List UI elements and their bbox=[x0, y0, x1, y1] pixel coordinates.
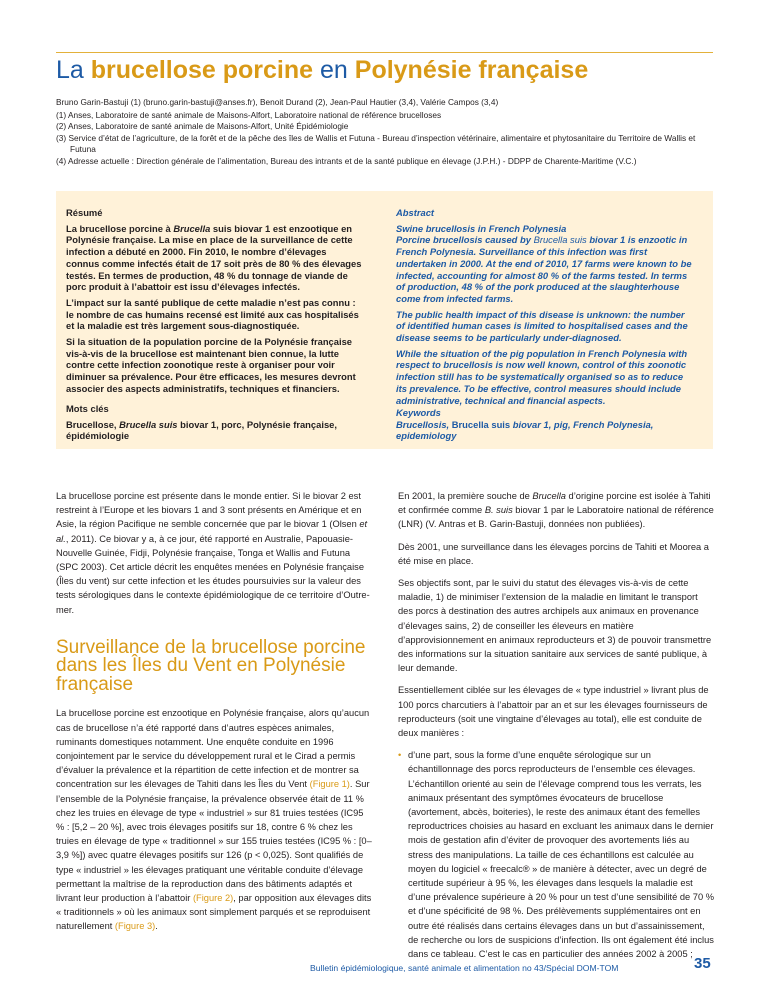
right-paragraph-2: Dès 2001, une surveillance dans les élevages porcins de Tahiti et Moorea a été mise en place. bbox=[398, 541, 709, 566]
bullet-icon: • bbox=[398, 750, 402, 761]
section-paragraph bbox=[56, 706, 372, 933]
abstract-p1-a: Porcine brucellosis caused by bbox=[396, 234, 534, 246]
s1-a: La brucellose porcine est enzootique en Polynésie française, alors qu’aucun cas de brucellose n’a été rapporté dans d’autres espèces animales, ruminants domestiques notamment. Une enquête conduite en 1996 conjointement par le service du développement rural et le Cirad a permis d’évaluer la prévalence et la répartition de cette infection et de montrer sa concentration sur les élevages de Tahiti dans les Îles du Vent bbox=[56, 708, 370, 790]
s1-c: , par opposition aux élevages dits « traditionnels » où les animaux sont simplement parqués et se reproduisent naturellement bbox=[56, 892, 372, 932]
abstract-kw-a: Brucellosis, bbox=[396, 418, 452, 430]
title-part-1: La bbox=[56, 56, 91, 84]
right-paragraph-3: Ses objectifs sont, par le suivi du statut des élevages vis-à-vis de cette maladie, 1) de minimiser l’extension de la maladie en limitant le transport des porcs à destination des autres archipels aux animaux en provenance d’élevages sains, 2) de conseiller les éleveurs en matière d’approvisionnement en animaux reproducteurs et 3) de pouvoir transmettre des informations sur la situation sanitaire aux services de santé publique, à leur demande. bbox=[398, 578, 712, 674]
resume-heading: Résumé bbox=[66, 207, 103, 218]
right-column bbox=[398, 489, 714, 961]
resume-genus: Brucella bbox=[173, 222, 211, 234]
abstract-keywords-heading: Keywords bbox=[396, 407, 441, 418]
page-number: 35 bbox=[694, 955, 711, 972]
resume-column bbox=[66, 207, 362, 442]
resume-p1-b: suis biovar 1 est enzootique en Polynésie française. La mise en place de la surveillance de cette infection a débuté en 2000. Fin 2010, le nombre d’élevages connus comme infectés était de 17 soit près de 80 % des élevages testés. En termes de production, 48 % du tonnage de viande de porc produit à l’abattoir est issu d’élevages infectés. bbox=[66, 222, 362, 293]
intro-b: , 2011). Ce biovar y a, à ce jour, été rapporté en Australie, Papouasie-Nouvelle Guinée, Fidji, Polynésie française, Tonga et Wallis and Futuna (SPC 2003). Cet article décrit les enquêtes menées en Polynésie française (Îles du vent) sur cette infection et les études poursuivies sur la valeur des tests sérologiques dans le contexte épidémiologique de ce territoire d’Outre-mer. bbox=[56, 533, 370, 615]
article-title bbox=[56, 56, 588, 85]
resume-paragraph-3: Si la situation de la population porcine de la Polynésie française vis-à-vis de la brucellose est maintenant bien connue, la lutte contre cette infection zoonotique reste à organiser pour voir diminuer sa prévalence. Pour être efficaces, les mesures devront associer des aspects administratifs, techniques et financiers. bbox=[66, 336, 356, 394]
right-paragraph-4: Essentiellement ciblée sur les élevages de « type industriel » livrant plus de 100 porcs charcutiers à l’abattoir par an et sur les élevages fournisseurs de reproducteurs (soit une vingtaine d’élevages au total), elle est conduite de deux manières : bbox=[398, 685, 709, 739]
resume-keywords-heading: Mots clés bbox=[66, 403, 109, 414]
abstract-genus: Brucella suis bbox=[533, 234, 587, 246]
abstract-kw-species: Brucella suis bbox=[451, 418, 511, 430]
abstract-paragraph-1 bbox=[396, 234, 692, 304]
affiliation-3: (3) Service d’état de l’agriculture, de la forêt et de la pêche des îles de Wallis et Futuna - Bureau d’inspection vétérinaire, alimentaire et phytosanitaire du Territoire de Wallis et Futuna bbox=[56, 132, 696, 155]
figure-2-link[interactable]: (Figure 2) bbox=[192, 892, 234, 903]
affiliation-4: (4) Adresse actuelle : Direction générale de l’alimentation, Bureau des intrants et de la santé publique en élevage (J.P.H.) - DDPP de Charente-Maritime (V.C.) bbox=[56, 155, 637, 166]
section-heading: Surveillance de la brucellose porcine dans les Îles du Vent en Polynésie française bbox=[56, 636, 366, 695]
affiliation-1: (1) Anses, Laboratoire de santé animale de Maisons-Alfort, Laboratoire national de référence brucelloses bbox=[56, 110, 442, 120]
intro-a: La brucellose porcine est présente dans le monde entier. Si le biovar 2 est restreint à l’Europe et les biovars 1 and 3 sont présents en Amérique et en Asie, la région Pacifique ne semble concernée que par le biovar 1 (Olsen bbox=[56, 491, 362, 530]
abstract-column bbox=[396, 207, 692, 442]
top-rule bbox=[56, 52, 713, 53]
title-part-3: en bbox=[313, 56, 355, 84]
right-paragraph-1 bbox=[398, 489, 714, 532]
s1-b: . Sur l’ensemble de la Polynésie française, la prévalence observée était de 11 % chez les truies en élevage de type « industriel » sur 81 truies testées (IC95 % : [5,2 – 20 %], avec trois élevages positifs sur 18, contre 6 % chez les truies en élevage de type « traditionnel » sur 155 truies testées (IC95 % : [0–3,9 %]) avec quatre élevages positifs sur 126 (p < 0,025). Sont qualifiés de type « industriel » les élevages pratiquant une véritable conduite d’élevage permettant la maîtrise de la reproduction dans des bâtiments adaptés et livrant leur production à l’abattoir bbox=[56, 779, 372, 903]
resume-p1-a: La brucellose porcine à bbox=[66, 222, 174, 234]
bullet-text: d’une part, sous la forme d’une enquête sérologique sur un échantillonnage des porcs reproducteurs de l’ensemble ces élevages. L’échantillon orienté au sein de l’élevage comprend tous les verrats, les animaux présentant des symptômes évocateurs de brucellose (avortement, abcès, boiteries), le reste des animaux étant des femelles reproductrices choisies au hasard en excluant les animaux dans le dernier mois de gestation afin d’éviter de provoquer des avortements liés au stress des manipulations. La taille de ces échantillons est calculée au moyen du logiciel « freecalc® » de manière à détecter, avec un degré de certitude supérieur à 95 %, les élevages dans lesquels la maladie est d’une prévalence supérieure à 20 % pour un test d’une sensibilité de 70 % et d’une spécificité de 98 %. Des prélèvements supplémentaires ont en outre été réalisés dans certains élevages dans un but d’assainissement, de recherche ou lors de suspicions d’infection. Ils ont également été inclus dans ce tableau. C’est le cas en particulier des années 2002 à 2005 ; bbox=[408, 750, 714, 960]
intro-etal: et al. bbox=[56, 519, 368, 544]
resume-paragraph-2: L’impact sur la santé publique de cette maladie n’est pas connu : le nombre de cas humains recensé est limité aux cas hospitalisés et la maladie est très largement sous-diagnostiquée. bbox=[66, 296, 359, 332]
journal-footer: Bulletin épidémiologique, santé animale et alimentation no 43/Spécial DOM-TOM bbox=[310, 963, 619, 973]
resume-kw-a: Brucellose, bbox=[66, 418, 120, 430]
abstract-box bbox=[56, 191, 713, 449]
resume-keywords-text bbox=[66, 419, 362, 442]
abstract-p1-b: biovar 1 is enzootic in French Polynesia. Surveillance of this infection was first undertaken in 2000. At the end of 2010, 17 farms were known to be infected, accounting for almost 80 % of the farms tested. In terms of production, 48 % of the pork produced at the slaughterhouse come from infected farms. bbox=[396, 234, 692, 304]
abstract-keywords bbox=[396, 407, 692, 446]
affiliations bbox=[56, 110, 716, 167]
resume-kw-b: biovar 1, porc, Polynésie française, épidémiologie bbox=[66, 418, 337, 442]
abstract-paragraph-3: While the situation of the pig population in French Polynesia with respect to brucellosis is now well known, control of this zoonotic infection still has to be systematically organised so as to reduce its prevalence. To be effective, control measures should include administrative, technical and financial aspects. bbox=[396, 347, 688, 406]
title-part-4: Polynésie française bbox=[354, 56, 589, 84]
figure-1-link[interactable]: (Figure 1) bbox=[309, 779, 350, 790]
figure-3-link[interactable]: (Figure 3) bbox=[114, 921, 156, 932]
abstract-title: Swine brucellosis in French Polynesia bbox=[396, 222, 567, 234]
bullet-item bbox=[398, 748, 714, 961]
r1-genus: Brucella bbox=[532, 491, 566, 501]
authors: Bruno Garin-Bastuji (1) (bruno.garin-bastuji@anses.fr), Benoit Durand (2), Jean-Paul Hautier (3,4), Valérie Campos (3,4) bbox=[56, 97, 499, 107]
resume-keywords bbox=[66, 403, 362, 446]
abstract-paragraph-2: The public health impact of this disease is unknown: the number of identified human cases is limited to hospitalised cases and the disease seems to be particularly under-diagnosed. bbox=[396, 308, 688, 344]
intro-paragraph bbox=[56, 489, 372, 617]
left-column bbox=[56, 489, 372, 942]
abstract-kw-b: biovar 1, pig, French Polynesia, epidemiology bbox=[396, 418, 654, 442]
r1-b: d’origine porcine est isolée à Tahiti et confirmée comme bbox=[398, 491, 711, 516]
title-part-2: brucellose porcine bbox=[90, 56, 314, 84]
resume-kw-species: Brucella suis bbox=[119, 418, 178, 430]
r1-species: B. suis bbox=[484, 505, 513, 516]
r1-c: biovar 1 par le Laboratoire national de référence (LNR) (V. Antras et B. Garin-Bastuji, données non publiées). bbox=[398, 505, 714, 530]
abstract-keywords-text bbox=[396, 419, 692, 442]
affiliation-2: (2) Anses, Laboratoire de santé animale de Maisons-Alfort, Unité Épidémiologie bbox=[56, 121, 349, 132]
resume-paragraph-1 bbox=[66, 223, 362, 293]
s1-d: . bbox=[155, 921, 158, 932]
abstract-heading: Abstract bbox=[396, 207, 435, 218]
r1-a: En 2001, la première souche de bbox=[398, 491, 533, 501]
